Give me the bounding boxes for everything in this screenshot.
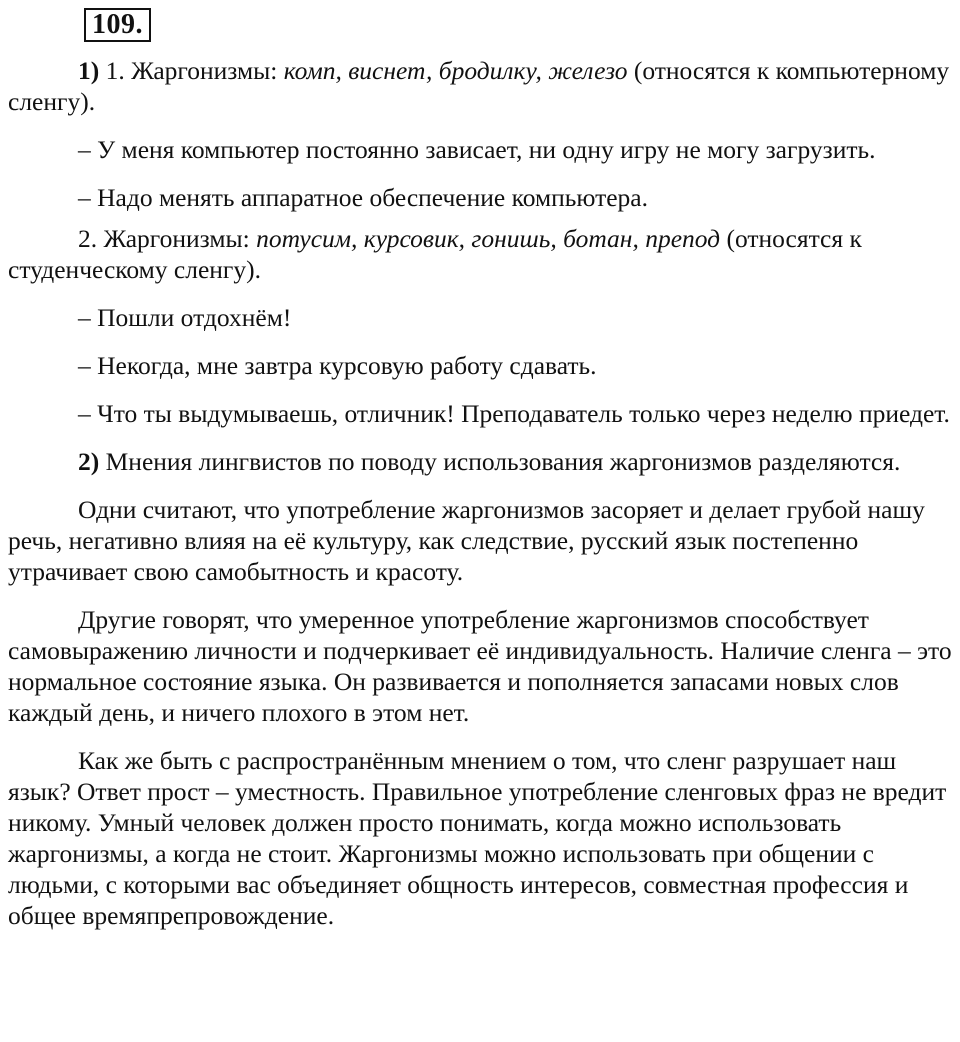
- part1-item2: [8, 223, 952, 285]
- item2-prefix: 2. Жаргонизмы:: [78, 224, 257, 253]
- item1-suffix: (относятся к компьютерному сленгу).: [8, 56, 950, 116]
- part2-label: 2): [78, 447, 100, 476]
- task-number-box: 109.: [84, 8, 151, 42]
- part1-label: 1): [78, 56, 100, 85]
- item2-suffix: (относятся к студенческому сленгу).: [8, 224, 862, 284]
- part2-intro-text: Мнения лингвистов по поводу использования жаргонизмов разделяются.: [99, 447, 901, 476]
- item2-jargon-words: потусим, курсовик, гонишь, ботан, препод: [256, 224, 721, 253]
- part2-paragraph-1: Одни считают, что употребление жаргонизмов засоряет и делает грубой нашу речь, негативно влияя на её культуру, как следствие, русский язык постепенно утрачивает свою самобытность и красоту.: [8, 495, 925, 586]
- dialog2-line-3: – Что ты выдумываешь, отличник! Преподаватель только через неделю приедет.: [78, 399, 950, 428]
- part2-paragraph-3: Как же быть с распространённым мнением о том, что сленг разрушает наш язык? Ответ прост – уместность. Правильное употребление сленговых фраз не вредит никому. Умный человек должен просто понимать, когда можно использовать жаргонизмы, а когда не стоит. Жаргонизмы можно использовать при общении с людьми, с которыми вас объединяет общность интересов, совместная профессия и общее времяпрепровождение.: [8, 746, 947, 930]
- part1-item1: [8, 55, 952, 117]
- item1-prefix: 1. Жаргонизмы:: [99, 56, 284, 85]
- dialog1-line-1: – У меня компьютер постоянно зависает, ни одну игру не могу загрузить.: [78, 135, 876, 164]
- dialog2-line-1: – Пошли отдохнём!: [78, 303, 292, 332]
- dialog1-line-2: – Надо менять аппаратное обеспечение компьютера.: [78, 183, 648, 212]
- part2-paragraph-2: Другие говорят, что умеренное употребление жаргонизмов способствует самовыражению личности и подчеркивает её индивидуальность. Наличие сленга – это нормальное состояние языка. Он развивается и пополняется запасами новых слов каждый день, и ничего плохого в этом нет.: [8, 605, 952, 727]
- dialog2-line-2: – Некогда, мне завтра курсовую работу сдавать.: [78, 351, 597, 380]
- part2-intro: [8, 446, 952, 477]
- item1-jargon-words: комп, виснет, бродилку, железо: [283, 56, 628, 85]
- document-page: [8, 8, 952, 931]
